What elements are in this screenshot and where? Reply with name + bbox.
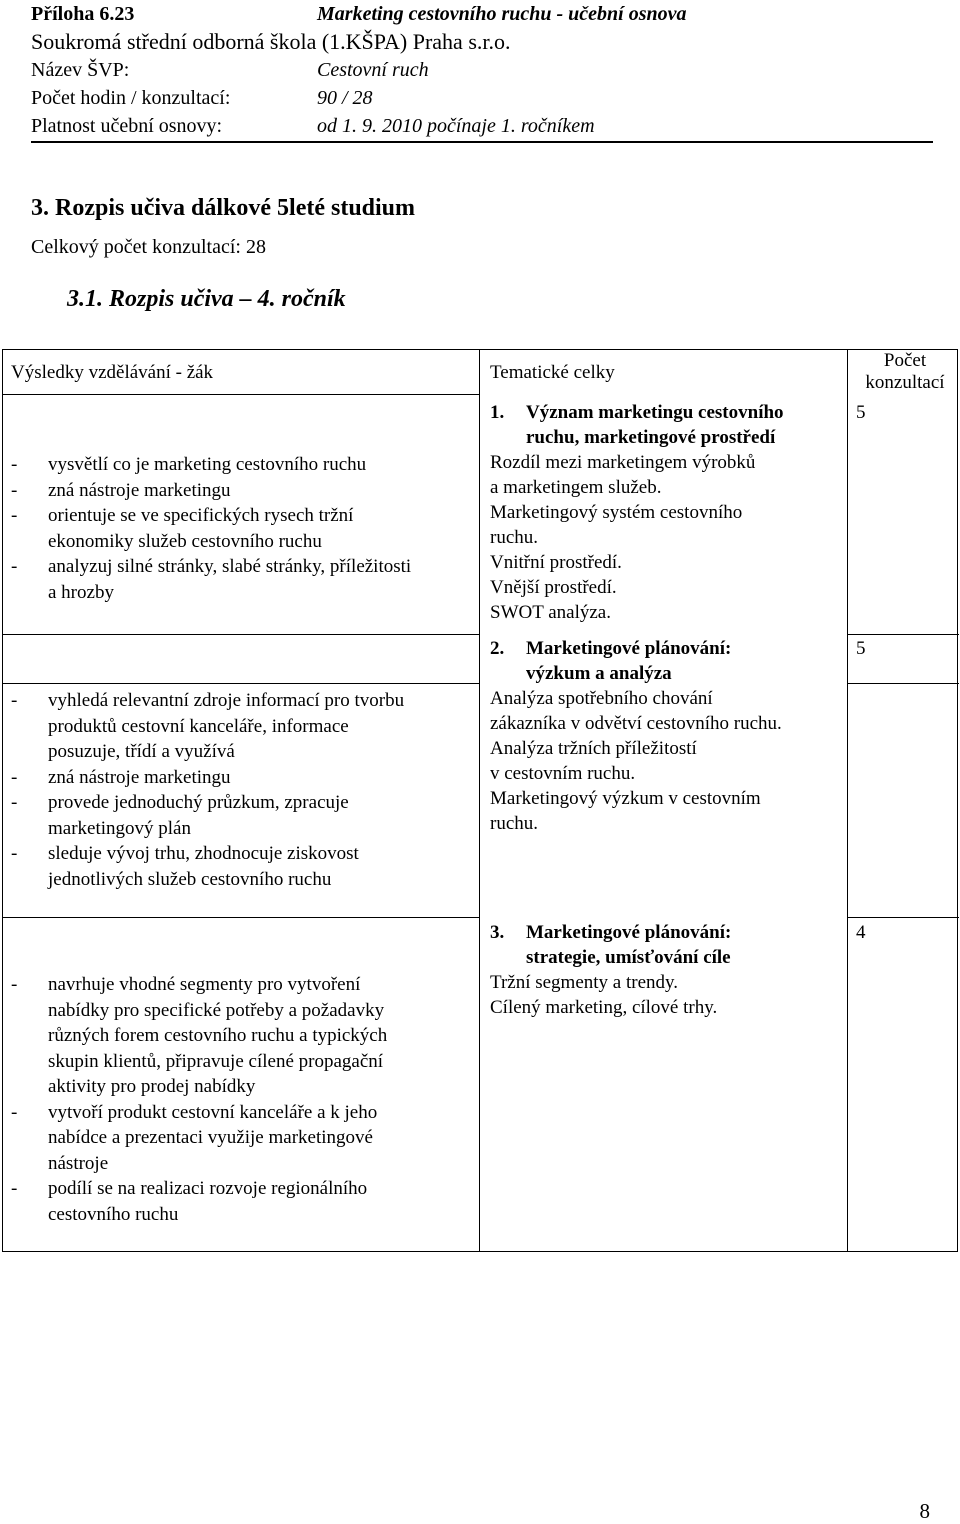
column-divider [479,350,480,1251]
row-2-count: 5 [856,638,866,659]
list-item: - navrhuje vhodné segmenty pro vytvoření nabídky pro specifické potřeby a požadavky různých forem cestovního ruchu a typických skupin klientů, připravuje cílené propagační aktivity pro prodej nabídky [11,974,388,1097]
list-item: - podílí se na realizaci rozvoje regionálního cestovního ruchu [11,1178,368,1225]
row-1-outcomes [3,452,411,605]
list-item: - sleduje vývoj trhu, zhodnocuje ziskovost jednotlivých služeb cestovního ruchu [11,843,359,890]
row-3-topic: 3. Marketingové plánování: strategie, umísťování cíle Tržní segmenty a trendy. Cílený marketing, cílové trhy. [490,922,732,1018]
list-item: - orientuje se ve specifických rysech tržní ekonomiky služeb cestovního ruchu [11,505,354,552]
list-item: - zná nástroje marketingu [11,479,231,501]
hours-label: Počet hodin / konzultací: [31,87,231,109]
row-divider [3,917,479,918]
subsection-title: 3.1. Rozpis učiva – 4. ročník [67,286,346,312]
row-3-outcomes [3,972,387,1227]
svp-value: Cestovní ruch [317,59,429,81]
curriculum-table [2,349,958,1252]
appendix-label: Příloha 6.23 [31,3,135,25]
row-divider [847,634,959,635]
row-1-topic: 1. Význam marketingu cestovního ruchu, marketingové prostředí Rozdíl mezi marketingem výrobků a marketingem služeb. Marketingový systém cestovního ruchu. Vnitřní prostředí. Vnější prostředí. SWOT analýza. [490,402,784,623]
list-item: - provede jednoduchý průzkum, zpracuje marketingový plán [11,792,349,839]
column-divider [847,350,848,1251]
header-outcomes: Výsledky vzdělávání - žák [11,362,214,383]
header-topics: Tematické celky [490,362,615,383]
row-2-topic: 2. Marketingové plánování: výzkum a analýza Analýza spotřebního chování zákazníka v odvětví cestovního ruchu. Analýza tržních příležitostí v cestovním ruchu. Marketingový výzkum v cestovním ruchu. [490,638,782,834]
row-divider [3,634,479,635]
row-divider [847,917,959,918]
validity-label: Platnost učební osnovy: [31,115,223,137]
row-divider [3,683,479,684]
appendix-row [31,0,933,28]
total-consultations: Celkový počet konzultací: 28 [31,236,266,258]
list-item: - vytvoří produkt cestovní kanceláře a k jeho nabídce a prezentaci využije marketingové nástroje [11,1101,378,1174]
hours-row [31,84,933,112]
row-1-count: 5 [856,402,866,423]
list-item: - analyzuj silné stránky, slabé stránky, příležitosti a hrozby [11,556,412,603]
validity-row [31,112,933,140]
list-item: - vyhledá relevantní zdroje informací pro tvorbu produktů cestovní kanceláře, informace posuzuje, třídí a využívá [11,690,405,762]
section-title: 3. Rozpis učiva dálkové 5leté studium [31,195,416,221]
list-item: - zná nástroje marketingu [11,766,231,788]
row-2-outcomes [3,688,404,892]
page-number: 8 [919,1499,930,1523]
row-divider [3,394,479,395]
school-name: Soukromá střední odborná škola (1.KŠPA) Praha s.r.o. [31,29,511,54]
header-count: Počet konzultací [865,350,945,393]
appendix-title: Marketing cestovního ruchu - učební osnova [317,3,687,25]
row-divider [847,683,959,684]
svp-row [31,56,933,84]
validity-value: od 1. 9. 2010 počínaje 1. ročníkem [317,115,595,137]
header-rule [31,141,933,143]
school-row [31,28,933,56]
row-3-count: 4 [856,922,866,943]
svp-label: Název ŠVP: [31,59,130,81]
list-item: - vysvětlí co je marketing cestovního ruchu [11,454,367,475]
document-header [31,0,933,140]
hours-value: 90 / 28 [317,87,373,109]
